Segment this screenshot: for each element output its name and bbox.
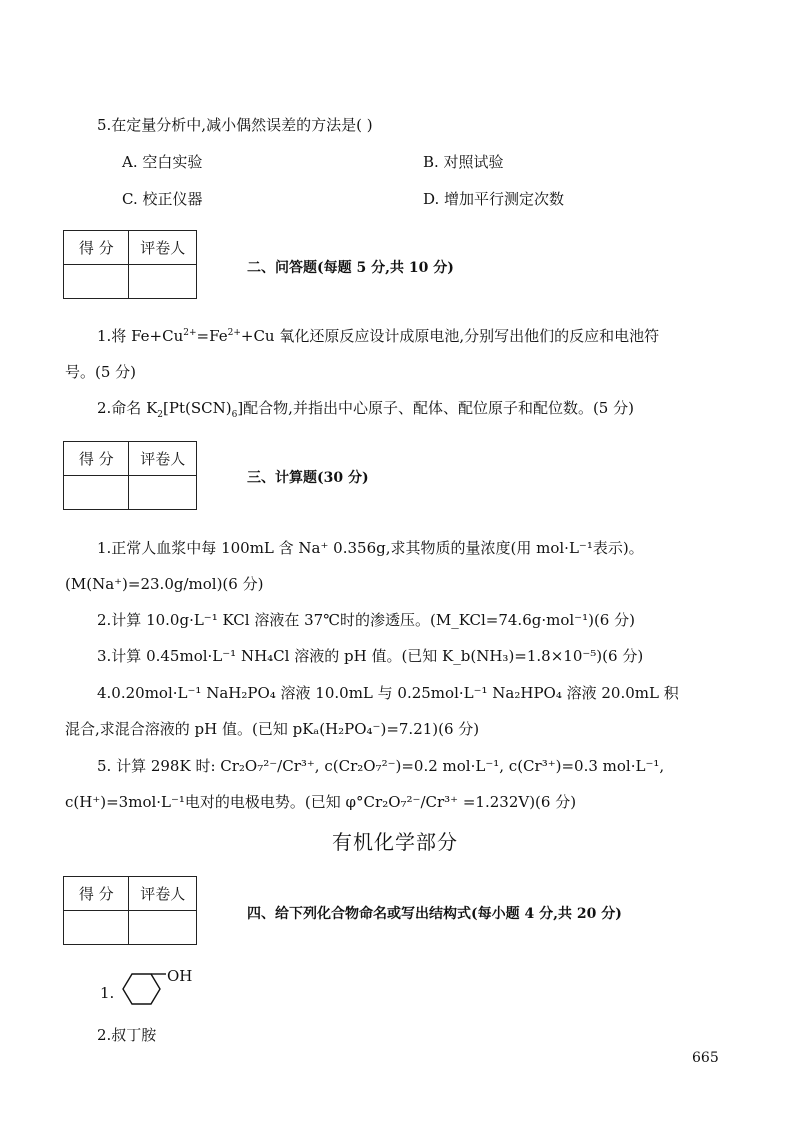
section-4-question-1-number: 1. xyxy=(100,984,115,1002)
section-3-question-1: 1.正常人血浆中每 100mL 含 Na⁺ 0.356g,求其物质的量浓度(用 mol·L⁻¹表示)。 xyxy=(97,539,644,557)
option-a: A. 空白实验 xyxy=(122,153,203,171)
section-4-question-2: 2.叔丁胺 xyxy=(97,1026,157,1044)
section-3-question-3: 3.计算 0.45mol·L⁻¹ NH₄Cl 溶液的 pH 值。(已知 K_b(NH₃)=1.8×10⁻⁵)(6 分) xyxy=(97,647,644,665)
grader-header: 评卷人 xyxy=(129,442,197,476)
score-table-4 xyxy=(63,876,197,945)
grader-header: 评卷人 xyxy=(129,231,197,265)
option-b: B. 对照试验 xyxy=(423,153,504,171)
hydroxyl-label: OH xyxy=(167,967,193,985)
score-cell[interactable] xyxy=(64,911,129,945)
score-table-3 xyxy=(63,441,197,510)
grader-header: 评卷人 xyxy=(129,877,197,911)
page-number: 665 xyxy=(692,1050,719,1066)
grader-cell[interactable] xyxy=(129,911,197,945)
score-cell[interactable] xyxy=(64,476,129,510)
grader-cell[interactable] xyxy=(129,476,197,510)
score-table-2 xyxy=(63,230,197,299)
section-2-question-2: 2.命名 $K_2[Pt(SCN)_6]$配合物,并指出中心原子、配体、配位原子和配位数。(5 分) xyxy=(97,399,634,420)
section-3-question-4-cont: 混合,求混合溶液的 pH 值。(已知 pKₐ(H₂PO₄⁻)=7.21)(6 分) xyxy=(65,720,480,738)
option-d: D. 增加平行测定次数 xyxy=(423,190,565,208)
section-3-question-5: 5. 计算 298K 时: Cr₂O₇²⁻/Cr³⁺, c(Cr₂O₇²⁻)=0.2 mol·L⁻¹, c(Cr³⁺)=0.3 mol·L⁻¹, xyxy=(97,757,665,775)
organic-part-title: 有机化学部分 xyxy=(332,830,458,854)
question-5-stem: 5.在定量分析中,减小偶然误差的方法是( ) xyxy=(97,116,373,134)
option-c: C. 校正仪器 xyxy=(122,190,203,208)
score-cell[interactable] xyxy=(64,265,129,299)
score-header: 得 分 xyxy=(64,231,129,265)
section-4-title: 四、给下列化合物命名或写出结构式(每小题 4 分,共 20 分) xyxy=(247,906,622,922)
section-3-title: 三、计算题(30 分) xyxy=(247,470,369,486)
section-2-question-1: 1.将 $Fe+Cu^{2+}=Fe^{2+}+Cu$ 氧化还原反应设计成原电池,分别写出他们的反应和电池符 xyxy=(97,327,660,345)
section-3-question-4: 4.0.20mol·L⁻¹ NaH₂PO₄ 溶液 10.0mL 与 0.25mol·L⁻¹ Na₂HPO₄ 溶液 20.0mL 积 xyxy=(97,684,679,702)
score-header: 得 分 xyxy=(64,442,129,476)
grader-cell[interactable] xyxy=(129,265,197,299)
score-header: 得 分 xyxy=(64,877,129,911)
section-3-question-5-cont: c(H⁺)=3mol·L⁻¹电对的电极电势。(已知 φ°Cr₂O₇²⁻/Cr³⁺ =1.232V)(6 分) xyxy=(65,793,577,811)
section-2-question-1-cont: 号。(5 分) xyxy=(65,363,137,381)
section-3-question-2: 2.计算 10.0g·L⁻¹ KCl 溶液在 37℃时的渗透压。(M_KCl=74.6g·mol⁻¹)(6 分) xyxy=(97,611,635,629)
section-3-question-1-cont: (M(Na⁺)=23.0g/mol)(6 分) xyxy=(65,575,264,593)
section-2-title: 二、问答题(每题 5 分,共 10 分) xyxy=(247,260,454,276)
